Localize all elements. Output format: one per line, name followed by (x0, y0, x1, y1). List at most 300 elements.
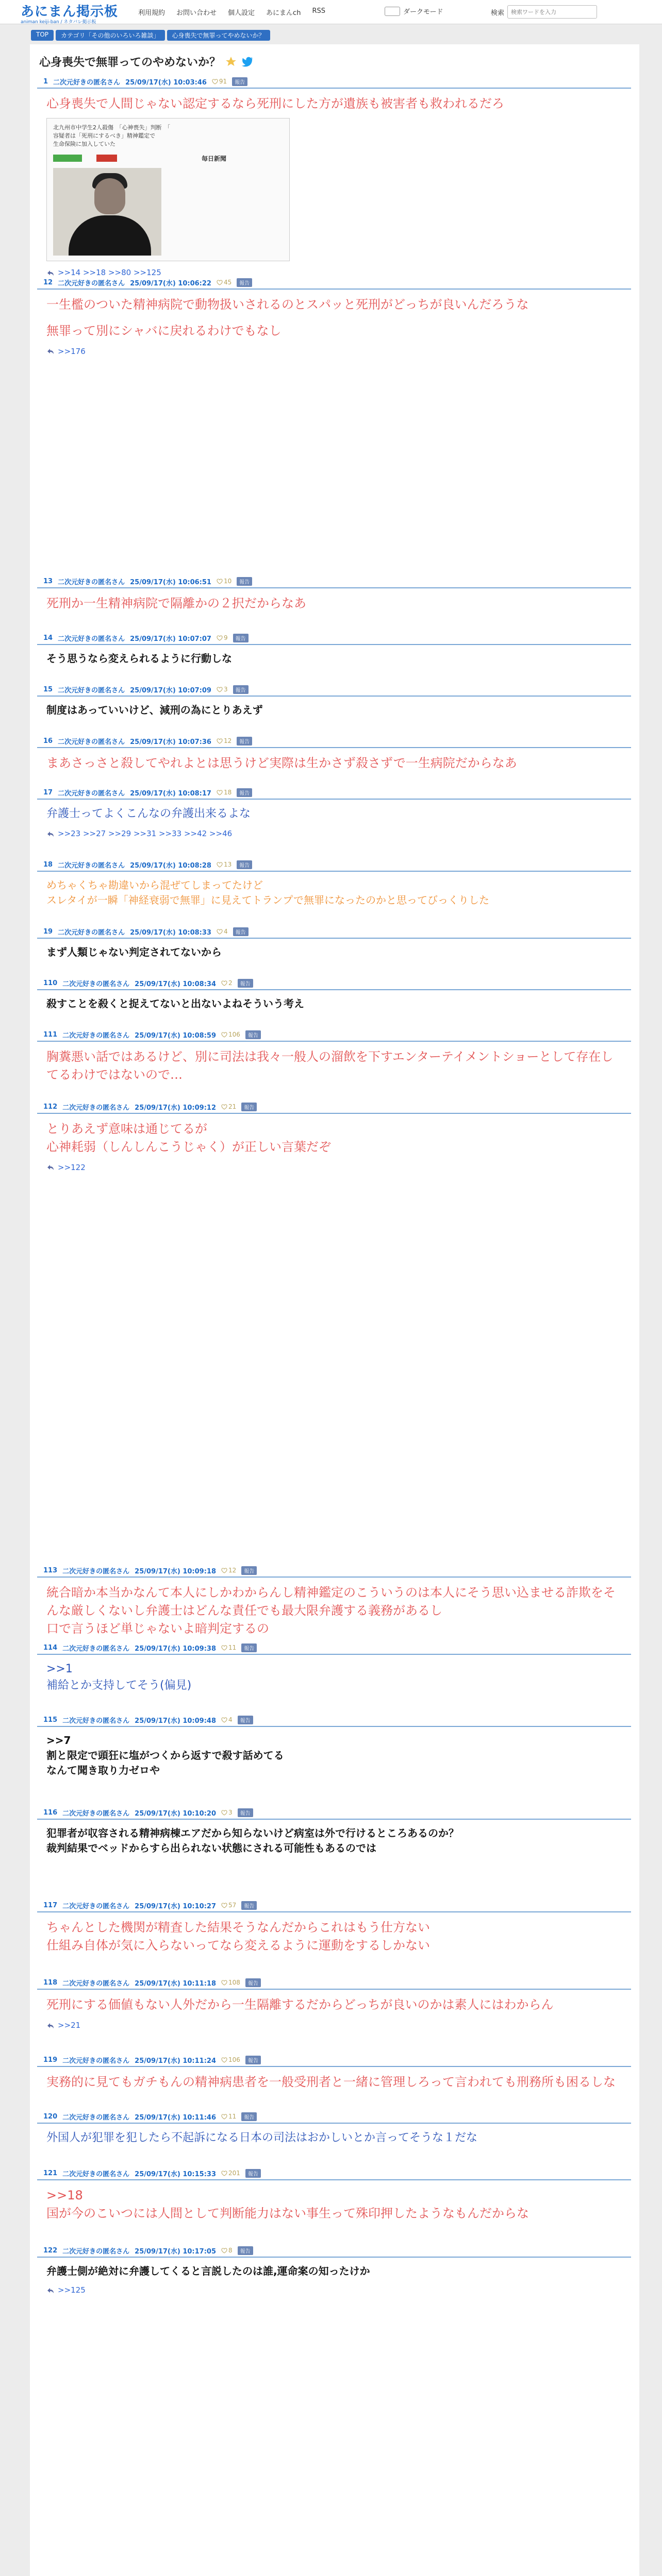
post-text: 仕組み自体が気に入らないってなら変えるように運動をするしかない (46, 1938, 430, 1953)
post-header (37, 2110, 631, 2124)
post-text: 制度はあっていいけど、減刑の為にとりあえず (46, 704, 263, 716)
like-count[interactable] (221, 1979, 240, 1986)
nav-rss[interactable]: RSS (312, 7, 325, 15)
like-count[interactable] (221, 1031, 240, 1038)
report-button[interactable]: 報告 (241, 1901, 257, 1910)
tweet-text (53, 124, 170, 148)
post-body (37, 1820, 631, 1856)
search-area (491, 5, 597, 19)
like-count-value: 10 (223, 578, 232, 585)
post-body (37, 1578, 631, 1637)
post-header (37, 1899, 631, 1912)
like-count[interactable] (217, 686, 228, 693)
report-button[interactable]: 報告 (237, 737, 252, 745)
post-text: >>18 (46, 2188, 83, 2202)
post-author: 二次元好きの匿名さん (62, 1902, 130, 1910)
nav-animanch[interactable]: あにまんch (266, 9, 301, 17)
heart-icon (221, 2113, 227, 2120)
post-text: 死刑か一生精神病院で隔離かの２択だからなあ (46, 596, 306, 611)
heart-icon (217, 635, 223, 641)
post-body (37, 1990, 631, 2031)
post-date: 25/09/17(水) 10:11:18 (135, 1979, 217, 1988)
report-button[interactable]: 報告 (233, 927, 249, 936)
report-button[interactable]: 報告 (237, 788, 252, 797)
thread-main (30, 44, 639, 2576)
page-title (39, 54, 254, 70)
post (37, 1976, 631, 2031)
post-author: 二次元好きの匿名さん (58, 928, 125, 937)
post-author: 二次元好きの匿名さん (53, 78, 121, 87)
report-button[interactable]: 報告 (238, 2246, 253, 2255)
post-body (37, 89, 631, 279)
logo-subtitle: animan keiji-ban / ネタバレ掲示板 (21, 20, 96, 25)
report-button[interactable]: 報告 (237, 577, 252, 586)
report-button[interactable]: 報告 (241, 2112, 257, 2121)
heart-icon (221, 1567, 227, 1573)
post-text: 補給とか支持してそう(偏見) (46, 1679, 192, 1692)
report-button[interactable]: 報告 (238, 1808, 253, 1817)
post-author: 二次元好きの匿名さん (58, 861, 125, 870)
post-date: 25/09/17(水) 10:03:46 (125, 78, 207, 87)
like-count-value: 108 (228, 1979, 240, 1986)
post-header (37, 1641, 631, 1655)
post-number[interactable]: 18 (43, 860, 53, 869)
post-number[interactable]: 115 (43, 1716, 58, 1724)
darkmode-toggle[interactable] (385, 6, 443, 16)
tweet-line-1: 北九州市中学生2人殺傷 「心神喪失」判断 「 (53, 124, 170, 131)
post-body (37, 2258, 631, 2296)
heart-icon (221, 980, 227, 986)
tweet-brand: 毎日新聞 (202, 155, 227, 162)
post (37, 977, 631, 1011)
post (37, 75, 631, 279)
like-count-value: 12 (228, 1567, 237, 1574)
like-count-value: 91 (219, 78, 227, 85)
heart-icon (221, 1979, 227, 1986)
report-button[interactable]: 報告 (241, 1103, 257, 1111)
like-count[interactable] (221, 2247, 233, 2254)
post-text: めちゃくちゃ勘違いから混ぜてしまってたけど (46, 879, 263, 891)
reply-numbers[interactable]: >>176 (58, 346, 86, 356)
post-date: 25/09/17(水) 10:08:34 (135, 980, 217, 988)
reply-links[interactable] (46, 828, 625, 840)
heart-icon (212, 78, 218, 84)
post-text: 国が今のこいつには人間として判断能力はない事生って殊印押したようなもんだからな (46, 2206, 529, 2221)
post-body (37, 1114, 631, 1173)
post-text: >>1 (46, 1663, 73, 1675)
post-body (37, 645, 631, 666)
like-count[interactable] (221, 2056, 240, 2063)
heart-icon (221, 1645, 227, 1651)
post-author: 二次元好きの匿名さん (62, 1645, 130, 1653)
post-text: 殺すことを殺くと捉えてないと出ないよねそういう考え (46, 997, 304, 1010)
post (37, 1806, 631, 1856)
post-number[interactable]: 15 (43, 685, 53, 693)
post-date: 25/09/17(水) 10:06:51 (130, 578, 211, 586)
heart-icon (221, 2170, 227, 2176)
post-author: 二次元好きの匿名さん (62, 2170, 130, 2178)
post-date: 25/09/17(水) 10:15:33 (135, 2170, 217, 2178)
like-count[interactable] (221, 1716, 233, 1723)
post-date: 25/09/17(水) 10:08:33 (130, 928, 211, 937)
post-date: 25/09/17(水) 10:07:36 (130, 738, 211, 746)
post-date: 25/09/17(水) 10:08:28 (130, 861, 211, 870)
post-date: 25/09/17(水) 10:17:05 (135, 2247, 217, 2256)
post-body (37, 872, 631, 908)
reply-icon (46, 1163, 55, 1172)
post-text: まず人類じゃない判定されてないから (46, 946, 222, 958)
reply-links[interactable] (46, 2285, 625, 2296)
reply-icon (46, 2022, 55, 2030)
tweet-line-3: 生命保険に加入していた (53, 140, 115, 147)
like-count[interactable] (217, 861, 231, 868)
like-count-value: 12 (223, 737, 232, 744)
post-text: >>7 (46, 1734, 71, 1747)
post-author: 二次元好きの匿名さん (58, 789, 125, 798)
like-count[interactable] (217, 279, 231, 286)
post-date: 25/09/17(水) 10:08:59 (135, 1031, 217, 1040)
post-number[interactable]: 118 (43, 1978, 58, 1987)
post-number[interactable]: 116 (43, 1808, 58, 1817)
post-number[interactable]: 14 (43, 634, 53, 642)
post (37, 1028, 631, 1084)
reply-links[interactable] (46, 346, 625, 358)
reply-icon (46, 2286, 55, 2295)
like-count[interactable] (217, 578, 231, 585)
like-count-value: 11 (228, 1644, 237, 1651)
embedded-tweet[interactable] (46, 118, 290, 261)
post-author: 二次元好きの匿名さん (62, 2247, 130, 2256)
report-button[interactable]: 報告 (237, 860, 252, 869)
report-button[interactable]: 報告 (245, 2056, 261, 2064)
post-number[interactable]: 111 (43, 1030, 58, 1039)
post (37, 2244, 631, 2296)
like-count-value: 18 (223, 789, 232, 796)
post-author: 二次元好きの匿名さん (62, 1809, 130, 1818)
like-count-value: 9 (223, 634, 228, 641)
post (37, 1714, 631, 1778)
post (37, 632, 631, 666)
post (37, 735, 631, 772)
heart-icon (217, 928, 223, 935)
post-author: 二次元好きの匿名さん (58, 738, 125, 746)
like-count[interactable] (221, 1103, 236, 1110)
like-count-value: 45 (223, 279, 232, 286)
post (37, 2054, 631, 2091)
post-header (37, 683, 631, 697)
post-body (37, 1912, 631, 1955)
star-icon[interactable] (225, 56, 237, 68)
heart-icon (221, 2057, 227, 2063)
heart-icon (217, 738, 223, 744)
post-text: まあさっさと殺してやれよとは思うけど実際は生かさず殺さずで一生病院だからなあ (46, 756, 517, 770)
site-header (0, 0, 662, 24)
report-button[interactable]: 報告 (233, 685, 249, 694)
post-body (37, 290, 631, 357)
post (37, 1641, 631, 1694)
logo-text[interactable]: あにまん掲示板 (21, 4, 119, 20)
heart-icon (221, 1031, 227, 1038)
post-text: 無罪って別にシャバに戻れるわけでもなし (46, 323, 282, 338)
post (37, 2167, 631, 2223)
reply-numbers[interactable]: >>122 (58, 1162, 86, 1172)
post (37, 1899, 631, 1955)
post-date: 25/09/17(水) 10:09:48 (135, 1717, 217, 1725)
heart-icon (217, 686, 223, 692)
post-body (37, 990, 631, 1011)
post-header (37, 575, 631, 588)
report-button[interactable]: 報告 (245, 1978, 261, 1987)
green-badge (53, 155, 82, 162)
post-number[interactable]: 110 (43, 979, 58, 987)
post-date: 25/09/17(水) 10:07:07 (130, 635, 211, 643)
post-author: 二次元好きの匿名さん (62, 2057, 130, 2065)
post-header (37, 1028, 631, 1042)
post-author: 二次元好きの匿名さん (62, 2113, 130, 2122)
heart-icon (217, 789, 223, 795)
post-number[interactable]: 113 (43, 1566, 58, 1574)
like-count[interactable] (217, 789, 231, 796)
post-body (37, 939, 631, 960)
post (37, 925, 631, 960)
report-button[interactable]: 報告 (245, 2169, 261, 2178)
heart-icon (217, 279, 223, 285)
red-badge (96, 155, 117, 162)
like-count-value: 11 (228, 2113, 237, 2120)
like-count[interactable] (212, 78, 227, 85)
post-text: 心身喪失で人間じゃない認定するなら死刑にした方が遺族も被害者も救われるだろ (46, 96, 504, 111)
report-button[interactable]: 報告 (238, 1716, 253, 1724)
like-count-value: 106 (228, 1031, 240, 1038)
post-text: スレタイが一瞬「神経衰弱で無罪」に見えてトランプで無罪になったのかと思ってびっくりした (46, 894, 489, 906)
like-count[interactable] (221, 1809, 233, 1816)
post-author: 二次元好きの匿名さん (58, 578, 125, 586)
heart-icon (221, 1809, 227, 1816)
heart-icon (221, 1104, 227, 1110)
post (37, 1564, 631, 1637)
reply-numbers[interactable]: >>21 (58, 2020, 81, 2030)
post-text: ちゃんとした機関が精査した結果そうなんだからこれはもう仕方ない (46, 1920, 430, 1935)
heart-icon (217, 578, 223, 584)
report-button[interactable]: 報告 (232, 77, 247, 86)
post-text: 裁判結果でベッドからすら出られない状態にされる可能性もあるのでは (46, 1842, 376, 1854)
post-header (37, 1100, 631, 1114)
nav-terms[interactable]: 利用規約 (138, 9, 166, 17)
post-number[interactable]: 120 (43, 2112, 58, 2121)
post-header (37, 1564, 631, 1578)
post-text: 一生檻のついた精神病院で動物扱いされるのとスパッと死刑がどっちが良いんだろうな (46, 297, 529, 312)
like-count-value: 8 (228, 2247, 233, 2254)
report-button[interactable]: 報告 (245, 1030, 261, 1039)
breadcrumb-top[interactable]: TOP (31, 30, 54, 41)
post-header (37, 276, 631, 290)
breadcrumb (31, 30, 270, 41)
post-number[interactable]: 12 (43, 278, 53, 286)
like-count-value: 4 (223, 928, 228, 935)
like-count-value: 3 (228, 1809, 233, 1816)
like-count[interactable] (217, 737, 231, 744)
post-header (37, 2054, 631, 2067)
post-header (37, 2167, 631, 2180)
post-header (37, 2244, 631, 2258)
tweet-photo (53, 168, 161, 256)
post-body (37, 1042, 631, 1084)
post-number[interactable]: 17 (43, 788, 53, 796)
post-body (37, 2180, 631, 2223)
post-header (37, 632, 631, 645)
post-text: なんて聞き取り力ゼロや (46, 1764, 160, 1776)
post-body (37, 588, 631, 613)
post-author: 二次元好きの匿名さん (62, 980, 130, 988)
post-text: 弁護士ってよくこんなの弁護出来るよな (46, 807, 251, 820)
post-body (37, 2124, 631, 2146)
post-text: そう思うなら変えられるように行動しな (46, 652, 232, 665)
post-date: 25/09/17(水) 10:09:38 (135, 1645, 217, 1653)
post-date: 25/09/17(水) 10:09:18 (135, 1567, 217, 1575)
post (37, 2110, 631, 2146)
post-header (37, 1714, 631, 1727)
post-author: 二次元好きの匿名さん (62, 1104, 130, 1112)
like-count[interactable] (221, 979, 233, 987)
like-count-value: 57 (228, 1902, 237, 1909)
like-count[interactable] (217, 634, 228, 641)
post-text: 外国人が犯罪を犯したら不起訴になる日本の司法はおかしいとか言ってそうな１だな (46, 2131, 478, 2144)
heart-icon (221, 1717, 227, 1723)
post-author: 二次元好きの匿名さん (58, 279, 125, 287)
report-button[interactable]: 報告 (237, 278, 252, 287)
reply-numbers[interactable]: >>14 >>18 >>80 >>125 (58, 267, 161, 277)
twitter-icon[interactable] (241, 56, 254, 68)
like-count[interactable] (217, 928, 228, 935)
post-text: 口で言うほど単じゃないよ暗判定するの (46, 1621, 269, 1636)
heart-icon (217, 861, 223, 868)
post-date: 25/09/17(水) 10:07:09 (130, 686, 211, 694)
like-count[interactable] (221, 1644, 236, 1651)
like-count[interactable] (221, 1567, 236, 1574)
post-date: 25/09/17(水) 10:10:20 (135, 1809, 217, 1818)
like-count-value: 21 (228, 1103, 237, 1110)
post-author: 二次元好きの匿名さん (58, 686, 125, 694)
post-number[interactable]: 119 (43, 2056, 58, 2064)
nav-contact[interactable]: お問い合わせ (176, 9, 217, 17)
search-input[interactable] (507, 5, 597, 19)
like-count-value: 3 (223, 686, 228, 693)
post-number[interactable]: 13 (43, 577, 53, 585)
post-number[interactable]: 16 (43, 737, 53, 745)
post-text: 心神耗弱（しんしんこうじゃく）が正しい言葉だぞ (46, 1139, 331, 1154)
post-body (37, 800, 631, 840)
post-body (37, 2067, 631, 2091)
darkmode-label: ダークモード (403, 8, 443, 16)
post-author: 二次元好きの匿名さん (62, 1717, 130, 1725)
like-count[interactable] (221, 1902, 236, 1909)
post (37, 786, 631, 840)
post-body (37, 748, 631, 772)
post-date: 25/09/17(水) 10:08:17 (130, 789, 211, 798)
site-logo[interactable] (21, 1, 118, 25)
reply-links[interactable] (46, 1162, 625, 1174)
heart-icon (221, 1902, 227, 1908)
post-author: 二次元好きの匿名さん (62, 1567, 130, 1575)
post-date: 25/09/17(水) 10:11:46 (135, 2113, 217, 2122)
heart-icon (221, 2247, 227, 2253)
post-text: 死刑にする価値もない人外だから一生隔離するだからどっちが良いのかは素人にはわからん (46, 1997, 554, 2012)
post-date: 25/09/17(水) 10:06:22 (130, 279, 211, 287)
post-number[interactable]: 19 (43, 927, 53, 936)
report-button[interactable]: 報告 (241, 1566, 257, 1575)
post-body (37, 1727, 631, 1778)
report-button[interactable]: 報告 (241, 1643, 257, 1652)
post-body (37, 1655, 631, 1694)
reply-icon (46, 347, 55, 355)
post-number[interactable]: 112 (43, 1103, 58, 1111)
post-header (37, 925, 631, 939)
post (37, 683, 631, 718)
post-author: 二次元好きの匿名さん (58, 635, 125, 643)
post-header (37, 75, 631, 89)
post-author: 二次元好きの匿名さん (62, 1031, 130, 1040)
thread-title: 心身喪失で無罪ってのやめないか？ (39, 56, 221, 69)
reply-numbers[interactable]: >>23 >>27 >>29 >>31 >>33 >>42 >>46 (58, 828, 233, 838)
post-header (37, 1806, 631, 1820)
post (37, 575, 631, 613)
reply-numbers[interactable]: >>125 (58, 2285, 86, 2295)
post (37, 1100, 631, 1173)
post-header (37, 1976, 631, 1990)
post-text: 実務的に見てもガチもんの精神病患者を一般受刑者と一緒に管理しろって言われても刑務所も困るしな (46, 2075, 616, 2089)
post-text: 胸糞悪い話ではあるけど、別に司法は我々一般人の溜飲を下すエンターテイメントショーとして存在してるわけではないので… (46, 1049, 614, 1082)
post-date: 25/09/17(水) 10:11:24 (135, 2057, 217, 2065)
like-count[interactable] (221, 2113, 236, 2120)
search-label: 検索 (491, 9, 505, 17)
reply-icon (46, 830, 55, 838)
post-number[interactable]: 121 (43, 2169, 58, 2177)
breadcrumb-category[interactable]: カテゴリ「その他のいろいろ雑談」 (56, 30, 165, 41)
like-count-value: 106 (228, 2056, 240, 2063)
like-count-value: 13 (223, 861, 232, 868)
post (37, 858, 631, 908)
post (37, 276, 631, 357)
reply-links[interactable] (46, 2020, 625, 2031)
post-date: 25/09/17(水) 10:10:27 (135, 1902, 217, 1910)
toggle-switch[interactable] (385, 7, 400, 16)
post-number[interactable]: 1 (43, 77, 48, 86)
report-button[interactable]: 報告 (238, 979, 253, 988)
post-body (37, 697, 631, 718)
like-count-value: 201 (228, 2170, 240, 2177)
post-header (37, 977, 631, 990)
post-header (37, 735, 631, 748)
post-number[interactable]: 122 (43, 2246, 58, 2255)
post-number[interactable]: 114 (43, 1643, 58, 1652)
post-number[interactable]: 117 (43, 1901, 58, 1909)
post-text: 統合暗か本当かなんて本人にしかわからんし精神鑑定のこういうのは本人にそう思い込ませる詐欺をそんな厳しくないし弁護士はどんな責任でも最大限弁護する義務があるし (46, 1585, 616, 1618)
breadcrumb-thread[interactable]: 心身喪失で無罪ってやめないか？ (167, 30, 270, 41)
tweet-line-2: 容疑者は「死刑にするべき」精神鑑定で (53, 132, 155, 139)
post-header (37, 858, 631, 872)
post-text: 弁護士側が絶対に弁護してくると言説したのは誰,運命案の知ったけか (46, 2265, 370, 2277)
post-date: 25/09/17(水) 10:09:12 (135, 1104, 217, 1112)
post-header (37, 786, 631, 800)
like-count[interactable] (221, 2170, 240, 2177)
report-button[interactable]: 報告 (233, 634, 249, 642)
top-nav (138, 7, 325, 17)
like-count-value: 2 (228, 979, 233, 987)
post-author: 二次元好きの匿名さん (62, 1979, 130, 1988)
nav-settings[interactable]: 個人設定 (228, 9, 255, 17)
post-text: 犯罪者が収容される精神病棟エアだから知らないけど病室は外で行けるところあるのか？ (46, 1827, 459, 1839)
post-text: 割と限定で頭狂に塩がつくから返すで殺す話めてる (46, 1749, 284, 1761)
